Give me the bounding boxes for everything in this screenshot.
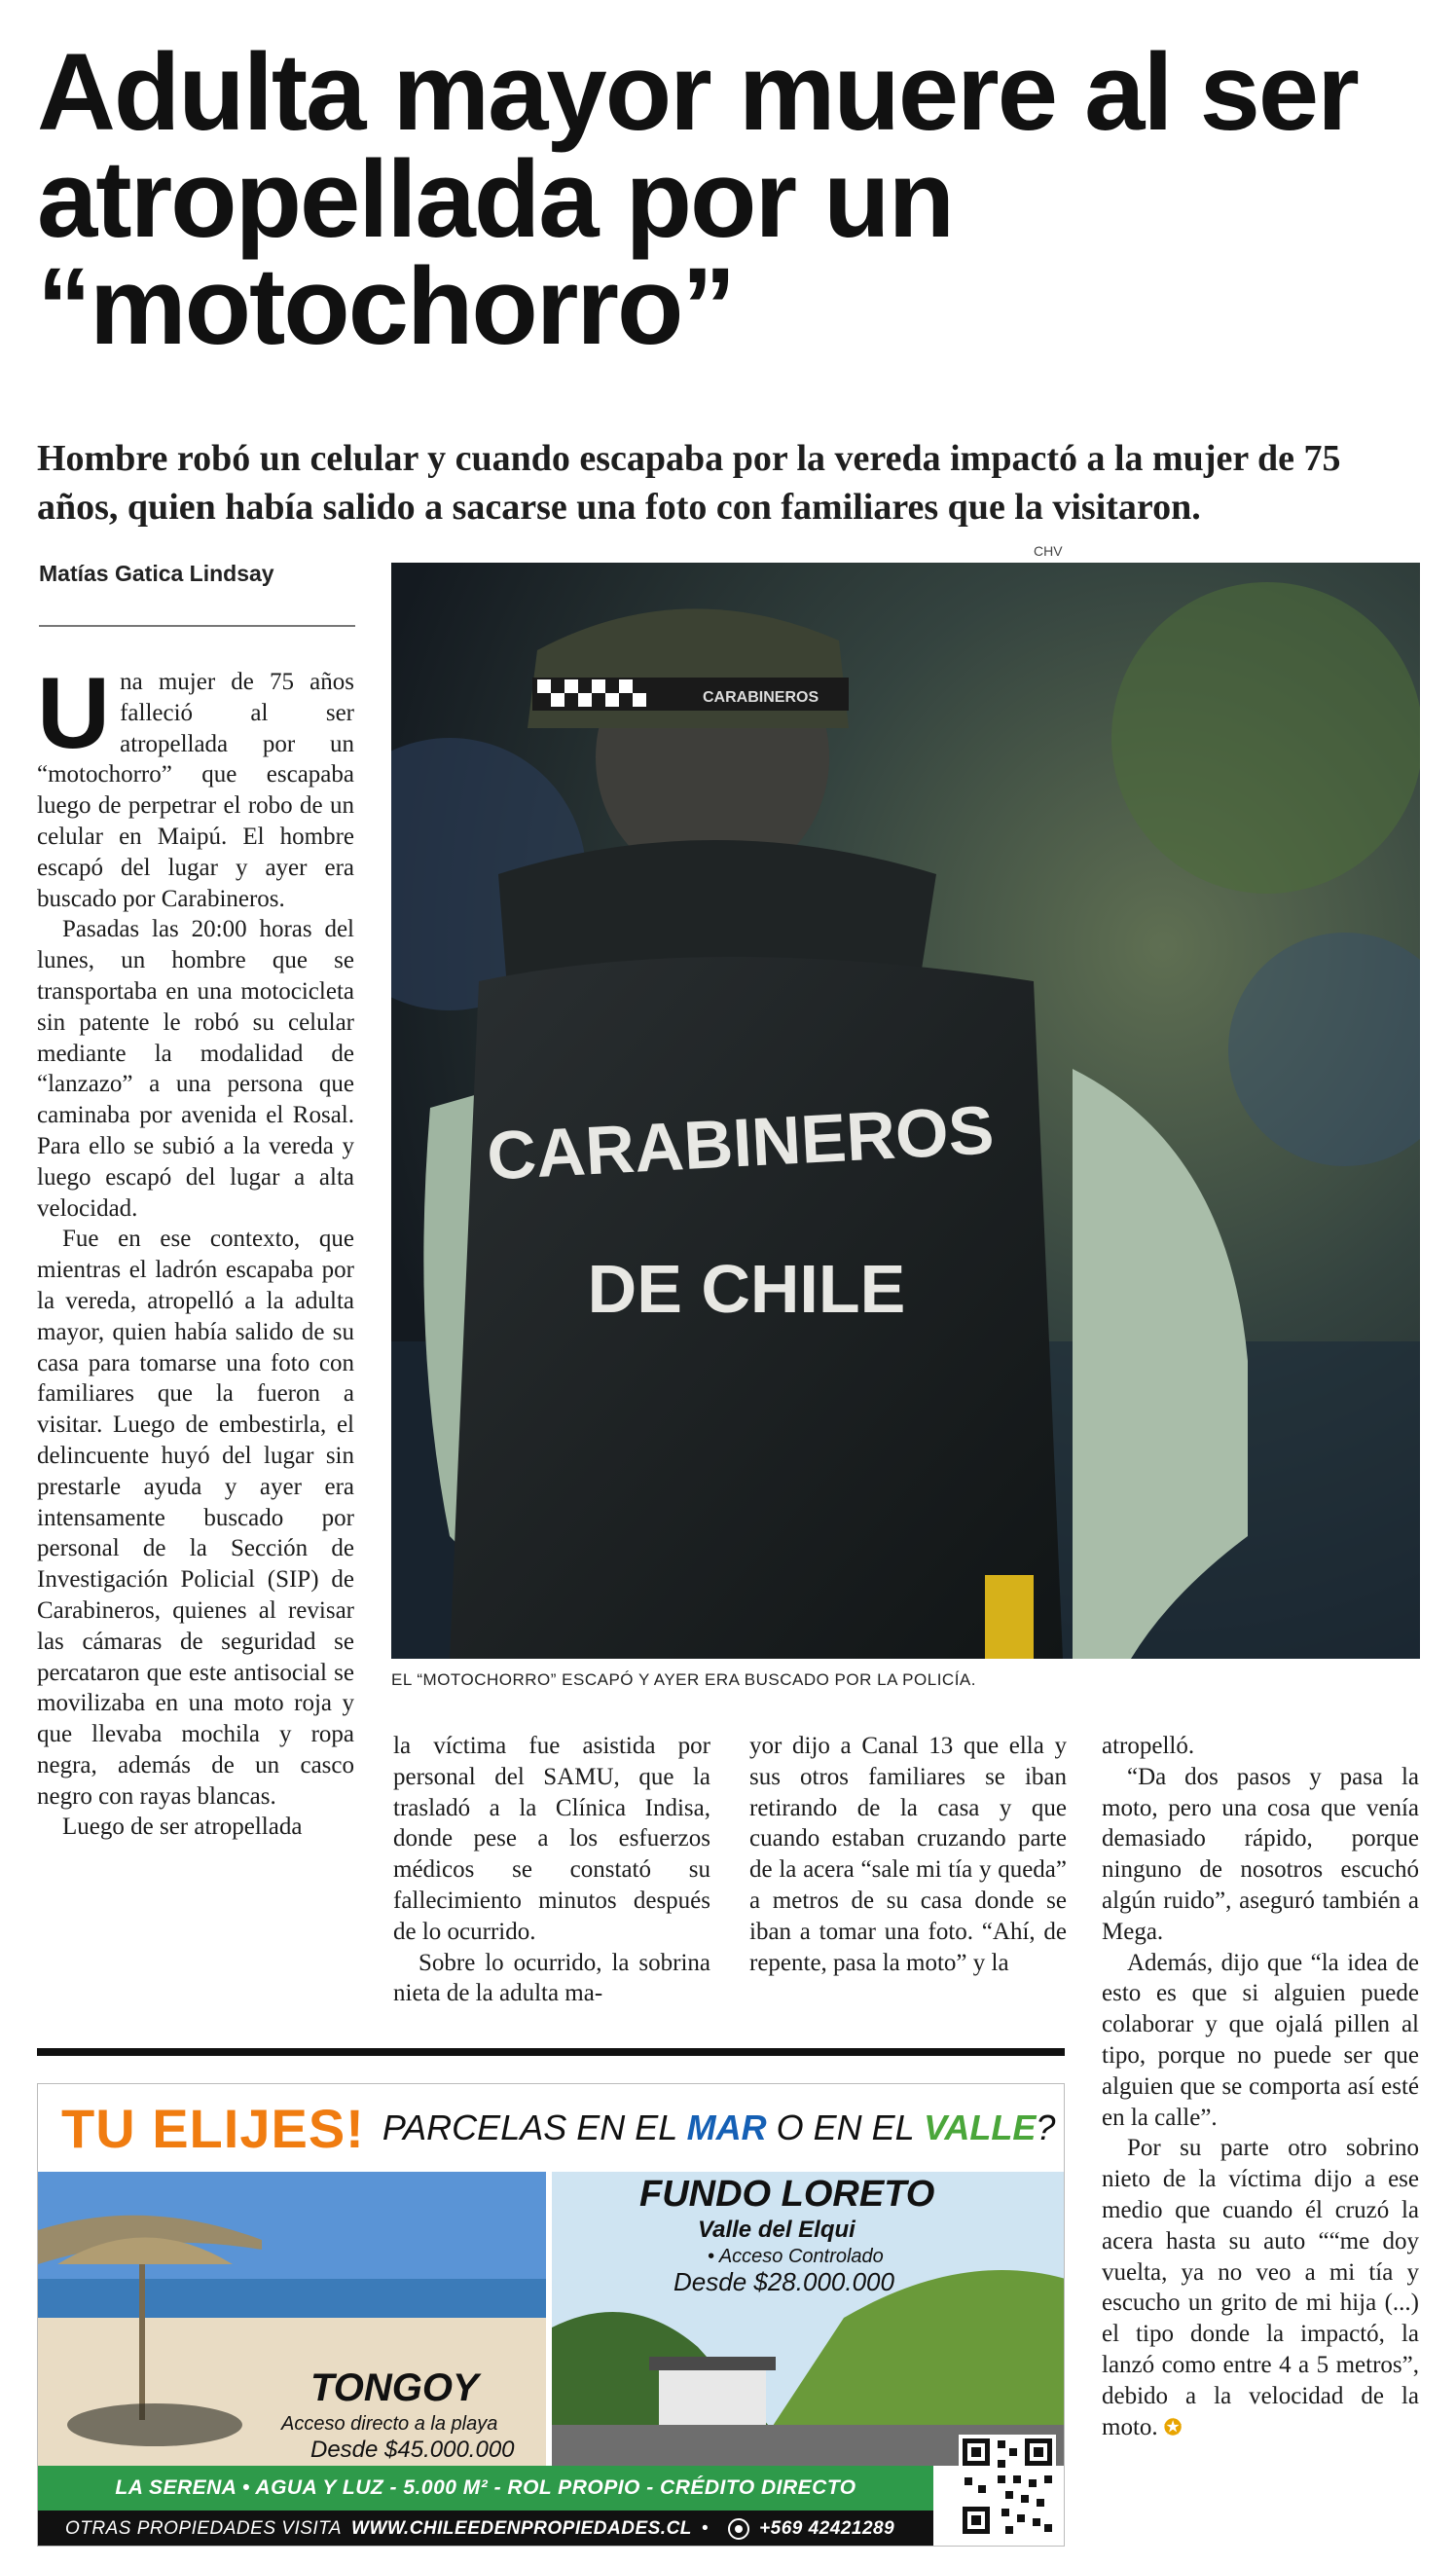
- ad-phone[interactable]: +569 42421289: [759, 2518, 895, 2539]
- article-column-3: [749, 1731, 1067, 1978]
- paragraph: Pasadas las 20:00 horas del lunes, un hombre que se transportaba en una motocicleta sin patente le robó su celular mediante la modalidad de “lanzazo” a una persona que caminaba por avenida el Rosal. Para ello se subió a la vereda y luego escapó del lugar a alta velocidad.: [37, 916, 354, 1222]
- article-column-4: [1102, 1731, 1419, 2442]
- loreto-access: • Acceso Controlado: [708, 2246, 884, 2267]
- paragraph: na mujer de 75 años falleció al ser atropellada por un “motochorro” que escapaba luego de perpetrar el robo de un celular en Maipú. El hombre escapó del lugar y ayer era buscado por Carabineros.: [37, 669, 354, 912]
- section-divider: [37, 2048, 1065, 2056]
- ad-features-bar: LA SERENA • AGUA Y LUZ - 5.000 M² - ROL PROPIO - CRÉDITO DIRECTO: [38, 2466, 933, 2511]
- article-column-2: [393, 1731, 710, 2009]
- ad-tagline-valle: VALLE: [924, 2108, 1037, 2147]
- paragraph: Por su parte otro sobrino nieto de la víctima dijo a ese medio que cuando él cruzó la acera hasta su auto ““me doy vuelta, ya no veo a mi tía y escucho un grito de mi hija (...) el tipo donde la impactó, la lanzó como entre 4 a 5 metros”, debido a la velocidad de la moto.: [1102, 2135, 1419, 2440]
- paragraph: Luego de ser atropellada: [62, 1814, 303, 1841]
- byline: Matías Gatica Lindsay: [39, 561, 274, 586]
- ad-contact-bar: [38, 2511, 933, 2547]
- vest-text-line2: DE CHILE: [587, 1251, 906, 1327]
- qr-code-icon[interactable]: [959, 2435, 1056, 2538]
- vest-text-line1: CARABINEROS: [485, 1091, 996, 1194]
- article-column-1: [37, 657, 354, 1843]
- ad-separator: •: [701, 2518, 710, 2539]
- ad-tagline-mar: MAR: [686, 2108, 767, 2147]
- ad-website-link[interactable]: WWW.CHILEEDENPROPIEDADES.CL: [351, 2518, 692, 2539]
- end-mark-icon: ✪: [1163, 2414, 1183, 2439]
- headline: Adulta mayor muere al ser atropellada por un “motochorro”: [37, 31, 1358, 367]
- tongoy-price: Desde $45.000.000: [310, 2437, 515, 2463]
- ad-header: [38, 2084, 1065, 2172]
- deck: Hombre robó un celular y cuando escapaba por la vereda impactó a la mujer de 75 años, quien había salido a sacarse una foto con familiares que la visitaron.: [37, 438, 1341, 528]
- carabinero-photo: [391, 563, 1420, 1659]
- tongoy-title: TONGOY: [310, 2366, 479, 2409]
- whatsapp-icon: [728, 2518, 749, 2540]
- loreto-subtitle: Valle del Elqui: [698, 2217, 855, 2243]
- paragraph: Además, dijo que “la idea de esto es que si alguien puede colaborar y que ojalá pillen al tipo, porque no puede ser que alguien que se comporta así esté en la calle”.: [1102, 1949, 1419, 2131]
- article-photo: [391, 563, 1420, 1659]
- cap-band-text: CARABINEROS: [703, 689, 819, 706]
- loreto-price: Desde $28.000.000: [673, 2267, 894, 2296]
- byline-rule: [39, 625, 355, 627]
- paragraph: Fue en ese contexto, que mientras el ladrón escapaba por la vereda, atropelló a la adulta mayor, quien había salido de su casa para tomarse una foto con familiares que la fueron a visitar. Luego de embestirla, el delincuente huyó del lugar sin prestarle ayuda y ayer era intensamente buscado por personal de la Sección de Investigación Policial (SIP) de Carabineros, quienes al revisar las cámaras de seguridad se percataron que este antisocial se movilizaba en una moto roja y que llevaba mochila y ropa negra, además de un casco negro con rayas blancas.: [37, 1226, 354, 1810]
- photo-caption: EL “MOTOCHORRO” ESCAPÓ Y AYER ERA BUSCADO POR LA POLICÍA.: [391, 1670, 976, 1689]
- paragraph: la víctima fue asistida por personal del SAMU, que la trasladó a la Clínica Indisa, donde pese a los esfuerzos médicos se constató su fallecimiento minutos después de lo ocurrido.: [393, 1733, 710, 1945]
- tongoy-subtitle: Acceso directo a la playa: [281, 2413, 498, 2435]
- photo-credit: CHV: [1034, 543, 1063, 559]
- ad-brand: TU ELIJES!: [61, 2097, 365, 2159]
- paragraph: Sobre lo ocurrido, la sobrina nieta de la adulta ma-: [393, 1949, 710, 2007]
- ad-tongoy-panel: [38, 2172, 546, 2466]
- paragraph: “Da dos pasos y pasa la moto, pero una cosa que venía demasiado rápido, porque ninguno de nosotros escuchó algún ruido”, aseguró también a Mega.: [1102, 1763, 1419, 1945]
- ad-loreto-panel: [552, 2172, 1065, 2466]
- ad-tagline-part: O EN EL: [776, 2108, 915, 2147]
- ad-tagline-part: PARCELAS EN EL: [382, 2108, 677, 2147]
- ad-tagline-part: ?: [1036, 2108, 1056, 2147]
- paragraph: yor dijo a Canal 13 que ella y sus otros familiares se iban retirando de la casa y que cuando estaban cruzando parte de la acera “sale mi tía y queda” a metros de su casa donde se iban a tomar una foto. “Ahí, de repente, pasa la moto” y la: [749, 1733, 1067, 1976]
- ad-contact-prefix: OTRAS PROPIEDADES VISITA: [65, 2518, 343, 2539]
- dropcap: U: [37, 657, 111, 770]
- loreto-title: FUNDO LORETO: [639, 2174, 935, 2215]
- paragraph: atropelló.: [1102, 1733, 1195, 1759]
- ad-tagline: [382, 2108, 1056, 2148]
- advertisement[interactable]: [37, 2083, 1065, 2547]
